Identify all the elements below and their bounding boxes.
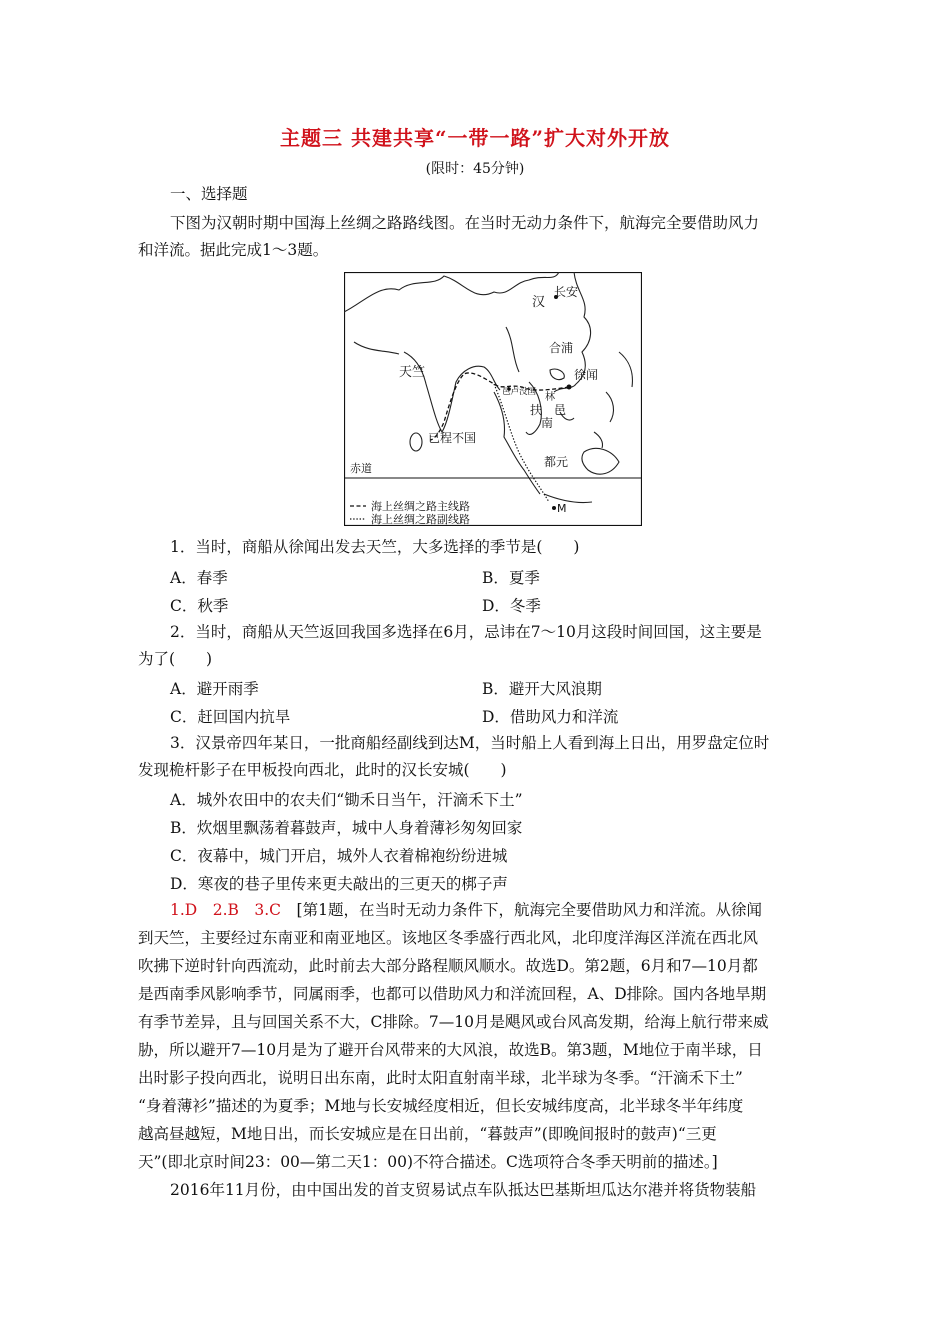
map-label-nan: 南 — [541, 416, 554, 430]
intro-line-1: 下图为汉朝时期中国海上丝绸之路路线图。在当时无动力条件下，航海完全要借助风力 — [170, 214, 760, 232]
answer-line-7: 出时影子投向西北，说明日出东南，此时太阳直射南半球，北半球为冬季。“汗滴禾下土” — [138, 1069, 743, 1087]
page-title: 主题三 共建共享“一带一路”扩大对外开放 — [280, 126, 670, 150]
q3-option-b: B．炊烟里飘荡着暮鼓声，城中人身着薄衫匆匆回家 — [170, 819, 523, 837]
map-label-yicheng: 已程不国 — [428, 431, 477, 445]
map-label-hepu: 合浦 — [549, 341, 574, 355]
q2-stem-1: 2．当时，商船从天竺返回我国多选择在6月，忌讳在7～10月这段时间回国，这主要是 — [170, 623, 762, 641]
next-paragraph: 2016年11月份，由中国出发的首支贸易试点车队抵达巴基斯坦瓜达尔港并将货物装船 — [170, 1181, 757, 1199]
q2-option-b: B．避开大风浪期 — [482, 680, 602, 698]
answer-line-1 — [170, 900, 850, 920]
map-label-xuwen: 徐闻 — [574, 368, 599, 382]
map-label-han: 汉 — [532, 295, 546, 310]
time-limit: (限时：45分钟) — [425, 161, 525, 177]
answer-line-1-text: [第1题，在当时无动力条件下，航海完全要借助风力和洋流。从徐闻 — [281, 901, 762, 919]
q3-option-d: D．寒夜的巷子里传来更夫敲出的三更天的梆子声 — [170, 875, 508, 893]
q2-stem-2: 为了( ) — [138, 650, 213, 668]
answer-line-9: 越高昼越短，M地日出，而长安城应是在日出前，“暮鼓声”(即晚间报时的鼓声)“三更 — [138, 1125, 717, 1143]
q3-stem-2: 发现桅杆影子在甲板投向西北，此时的汉长安城( ) — [138, 761, 507, 779]
q1-stem: 1．当时，商船从徐闻出发去天竺，大多选择的季节是( ) — [170, 538, 580, 556]
answer-keys: 1.D 2.B 3.C — [170, 901, 282, 919]
answer-line-2: 到天竺，主要经过东南亚和南亚地区。该地区冬季盛行西北风，北印度洋海区洋流在西北风 — [138, 929, 759, 947]
answer-line-10: 天”(即北京时间23：00—第二天1：00)不符合描述。C选项符合冬季天明前的描述。] — [138, 1153, 718, 1171]
section-heading: 一、选择题 — [170, 185, 248, 203]
legend-main: 海上丝绸之路主线路 — [371, 500, 470, 513]
answer-line-8: “身着薄衫”描述的为夏季；M地与长安城经度相近，但长安城纬度高，北半球冬半年纬度 — [138, 1097, 744, 1115]
q3-stem-1: 3．汉景帝四年某日，一批商船经副线到达M，当时船上人看到海上日出，用罗盘定位时 — [170, 734, 770, 752]
q2-option-a: A．避开雨季 — [170, 680, 259, 698]
q3-option-a: A．城外农田中的农夫们“锄禾日当午，汗滴禾下土” — [170, 791, 523, 809]
map-label-fu: 扶 — [530, 403, 543, 417]
map-label-m: M — [557, 502, 567, 515]
map-label-changan: 长安 — [554, 285, 579, 299]
q1-option-a: A．春季 — [170, 569, 228, 587]
answer-line-6: 胁，所以避开7—10月是为了避开台风带来的大风浪，故选B。第3题，M地位于南半球，日 — [138, 1041, 763, 1059]
answer-line-5: 有季节差异，且与回国关系不大，C排除。7—10月是飓风或台风高发期，给海上航行带来威 — [138, 1013, 769, 1031]
answer-line-3: 吹拂下逆时针向西流动，此时前去大部分路程顺风顺水。故选D。第2题，6月和7—10月都 — [138, 957, 758, 975]
answer-line-4: 是西南季风影响季节，同属雨季，也都可以借助风力和洋流回程，A、D排除。国内各地旱期 — [138, 985, 767, 1003]
legend-branch: 海上丝绸之路副线路 — [371, 513, 470, 526]
map-label-lin: 林 — [545, 392, 555, 403]
q2-option-c: C．赶回国内抗旱 — [170, 708, 291, 726]
q2-option-d: D．借助风力和洋流 — [482, 708, 619, 726]
intro-line-2: 和洋流。据此完成1～3题。 — [138, 241, 329, 259]
map-label-yilu: 邑卢没国 — [502, 387, 537, 397]
map-label-tianzhu: 天竺 — [399, 365, 426, 380]
map-label-chidao: 赤道 — [350, 462, 372, 475]
q1-option-b: B．夏季 — [482, 569, 540, 587]
map-label-yi: 邑 — [554, 403, 567, 417]
q1-option-d: D．冬季 — [482, 597, 541, 615]
silk-road-map — [344, 272, 642, 526]
q1-option-c: C．秋季 — [170, 597, 229, 615]
q3-option-c: C．夜幕中，城门开启，城外人衣着棉袍纷纷进城 — [170, 847, 508, 865]
map-label-duyuan: 都元 — [544, 455, 569, 469]
